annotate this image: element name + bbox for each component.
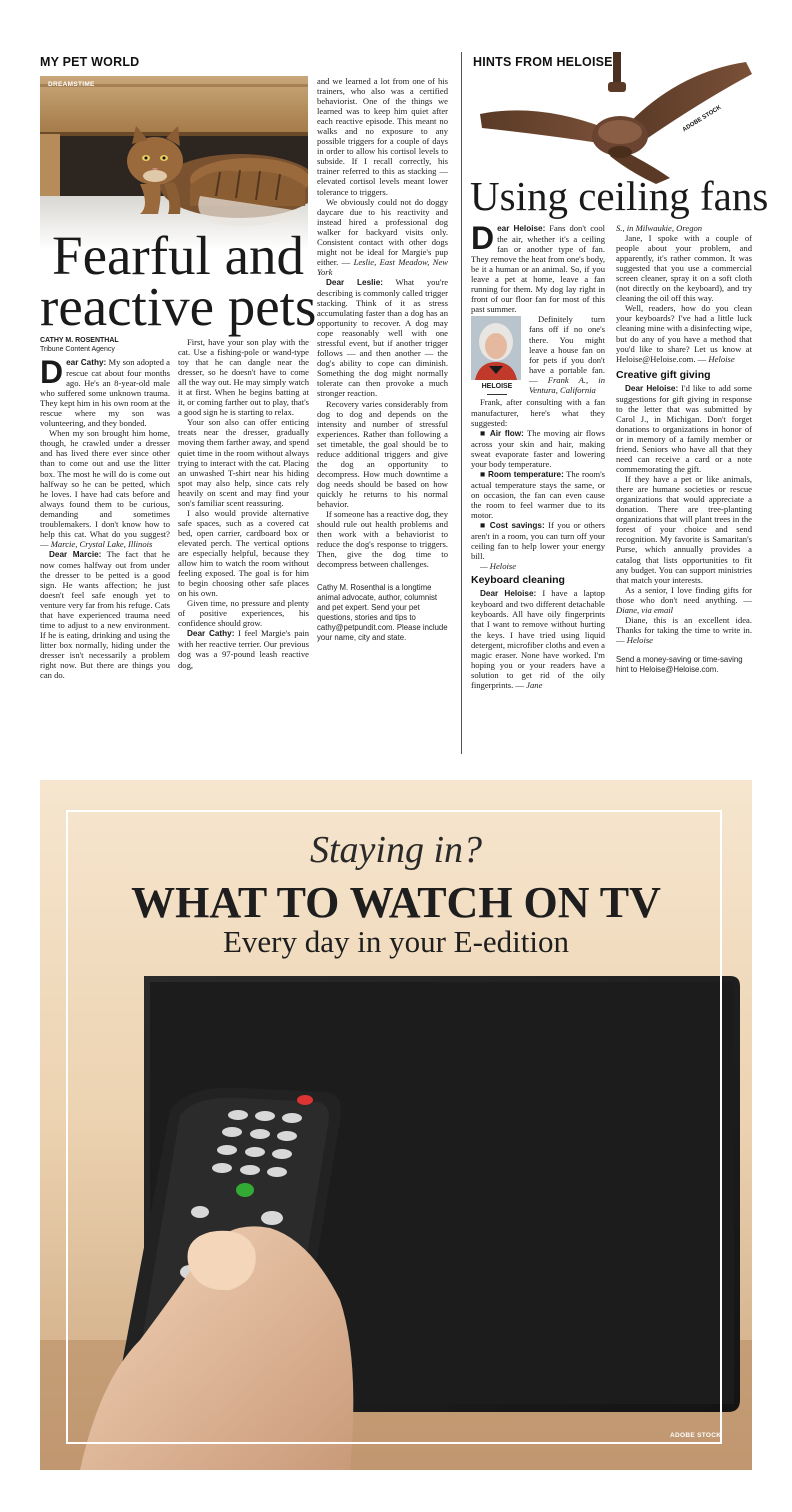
signature: Jane (526, 679, 543, 690)
paragraph: Diane, this is an excellent idea. Thanks for taking the time to write in. — (616, 614, 752, 645)
paragraph: When my son brought him home, though, he crawled under a dresser and has lived there ever since other than to come out and use the litter box. The most he will do is come out halfway so he can be petted, which he loves. I have had cats before and always found them to be curious, demanding and sometimes troublemakers. I don't know how to help this cat. What do you suggest? — (40, 428, 170, 549)
photo-credit: ADOBE STOCK (681, 104, 723, 134)
drop-cap: D (471, 220, 495, 256)
signature: Frank A., in Ventura, California (529, 374, 605, 395)
paragraph: First, have your son play with the cat. Use a fishing-pole or wand-type toy that he can dangle near the dresser, so he doesn't have to come all the way out. He may simply watch it at first. When he begins batting at it, or coming farther out to play, that's a good sign he is starting to relax. (178, 337, 309, 418)
lead-in: Dear Heloise: (625, 383, 679, 393)
ceiling-fan-photo (470, 52, 754, 184)
lead-in: Room temperature: (487, 469, 564, 479)
section-divider (461, 52, 462, 754)
ceiling-fan-icon (470, 52, 754, 184)
lead-in: Cost savings: (489, 521, 545, 531)
portrait-block (471, 316, 523, 395)
heloise-portrait (471, 316, 521, 380)
paragraph: Frank, after consulting with a fan manufacturer, here's what they suggested: (471, 397, 605, 428)
pet-column-3 (317, 76, 448, 643)
byline-org: Tribune Content Agency (40, 345, 115, 353)
paragraph: Jane, I spoke with a couple of people about your problem, and apparently, it's rather common. It was suggested that you use a commercial screen cleaner, spray it on a soft cloth (not directly on the keyboard), and try cleaning the oil off this way. (616, 233, 752, 304)
paragraph: I feel Margie's pain with her reactive terrier. Our previous dog was a 97-pound leash reactive dog, (178, 628, 309, 670)
paragraph: Given time, no pressure and plenty of positive experiences, his confidence should grow. (178, 598, 309, 629)
paragraph: The room's actual temperature stays the same, or on occasion, the fan can even cause the room to feel warmer due to its motor. (471, 468, 605, 520)
paragraph: Well, readers, how do you clean your keyboards? I've had a little luck cleaning mine with a disinfecting wipe, but do any of you have a method that you'd like to share? Let us know at Heloise@Heloise.com. — (616, 303, 752, 364)
headline: Using ceiling fans (470, 173, 769, 219)
paragraph: Definitely turn fans off if no one's there. You might leave a house fan on for pets if you don't have a portable fan. — (529, 314, 605, 385)
lead-in: Dear Leslie: (326, 277, 383, 287)
paragraph: My son adopted a rescue cat about four months ago. He's an 8-year-old male who suffered some unknown trauma. They kept him in his own room at the rescue where my son was volunteering, and they bonded. (40, 357, 170, 429)
author-tagline: Cathy M. Rosenthal is a longtime animal advocate, author, columnist and pet expert. Send your pet questions, stories and tips to cathy@petpundit.com. Please include your name, city and state. (317, 583, 448, 643)
signature: Heloise (626, 634, 654, 645)
subhead-keyboard: Keyboard cleaning (471, 574, 565, 587)
cat-photo (40, 76, 308, 250)
heloise-column-1: Dear Heloise: Fans don't cool the air, whether it's a ceiling fan or another type of fan. They remove the heat from one's body, be it a human or an animal. So, if you leave a pet at home, leave a fan running for them. My dog lay right in front of our floor fan for most of this past summer. HELOISE Definitely turn fans off if no one's there. You might leave a house fan on for pets if you don't have a portable fan. — Frank A., in Ventura, California Frank, after consulting with a fan manufacturer, here's what they suggested: ■ Air flow: The moving air flows across your skin and hair, making sweat evaporate faster and lowering your body temperature. ■ Room temperature: The room's actual temperature stays the same, or on occasion, the fan can even cause the room to feel warmer due to its motor. ■ Cost savings: If you or others aren't in a room, you can turn off your ceiling fan to help lower your energy bill. — Heloise Keyboard cleaning Dear Heloise: I have a laptop keyboard and two different detachable keyboards. All have oily fingerprints that I want to remove without hurting the keys. I have tried using liquid detergent, microfiber cloths and even a magic eraser. None have worked. I'm hoping you or your readers have a solution to get rid of the oily fingerprints. — Jane (471, 220, 606, 690)
lead-in: Dear Heloise: (480, 589, 537, 599)
lead-in: ear Cathy: (66, 358, 107, 367)
signature: Diane, via email (616, 604, 674, 615)
pet-column-2 (178, 337, 309, 670)
lead-in: ear Heloise: (497, 224, 546, 233)
drop-cap: D (40, 354, 64, 390)
paragraph: As a senior, I love finding gifts for those who don't need anything. — (616, 584, 752, 605)
paragraph: What you're describing is commonly called trigger stacking. Think of it as stress accumulating faster than a dog has an opportunity to recover. A dog may cope reasonably well with one stressful event, but if another trigger follows — and then another — the dog's ability to cope can diminish. Something the dog might normally tolerate can then provoke a much stronger reaction. (317, 276, 449, 399)
headline-line-2: reactive pets (40, 276, 317, 337)
hint-tagline: Send a money-saving or time-saving hint to Heloise@Heloise.com. (616, 654, 743, 674)
paragraph: Recovery varies considerably from dog to dog and depends on the intensity and number of stressful experiences. Rather than following a set timetable, the goal should be to reduce additional triggers and give the dog an opportunity to decompress. How much downtime a dog needs should be based on how quickly he returns to his normal behavior. (317, 398, 448, 509)
signature: — Heloise (480, 561, 517, 572)
paragraph: I have a laptop keyboard and two different detachable keyboards. All have oily fingerprints that I want to remove without hurting the keys. I have tried using liquid detergent, microfiber cloths and even a magic eraser. None have worked. I'm hoping you or your readers have a solution to get rid of the oily fingerprints. — (471, 588, 605, 690)
byline (40, 337, 180, 354)
paragraph: If someone has a reactive dog, they should rule out health problems and then work with a behaviorist to reduce the dog's response to triggers. Then, give the dog time to decompress between challenges. (317, 509, 448, 570)
paragraph: If you or others aren't in a room, you can turn off your ceiling fan to help lower your energy bill. (471, 520, 605, 562)
signature: S., in Milwaukie, Oregon (616, 223, 703, 233)
paragraph: Fans don't cool the air, whether it's a ceiling fan or another type of fan. They remove the heat from one's body, be it a human or an animal. So, if you leave a pet at home, leave a fan running for them. My dog lay right in front of our floor fan for most of this past summer. (471, 223, 605, 315)
lead-in: Dear Marcie: (49, 549, 102, 559)
paragraph: and we learned a lot from one of his trainers, who also was a certified behaviorist. One of the things we learned was to keep him quiet after each reactive episode. This meant no walks and no exposure to any possible triggers for a couple of days in order to allow his cortisol levels to subside. If I recall correctly, his trainer referred to this as stacking — elevated cortisol levels meant lower tolerance to triggers. (317, 76, 448, 197)
byline-name: CATHY M. ROSENTHAL (40, 337, 119, 344)
pet-column-1 (40, 354, 170, 681)
signature: Marcie, Crystal Lake, Illinois (50, 538, 153, 549)
subhead-gift: Creative gift giving (616, 368, 711, 381)
cat-under-dresser-icon (40, 76, 308, 250)
portrait-icon (471, 316, 521, 380)
paragraph: The moving air flows across your skin and hair, making sweat evaporate faster and lowering your body temperature. (471, 427, 606, 469)
ad-subhead: Every day in your E-edition (222, 924, 570, 959)
paragraph: I also would provide alternative safe spaces, such as a covered cat bed, open carrier, cardboard box or elevated perch. The vertical options are especially helpful, because they allow him to watch the room without feeling exposed. The goal is for him to begin choosing other safe places on his own. (178, 507, 309, 599)
paragraph: The fact that he now comes halfway out from under the dresser to be petted is a good sign. He wants affection; he just doesn't feel safe enough yet to venture very far from his refuge. Cats that have experienced trauma need time to adjust to a new environment. If he is eating, drinking and using the litter box normally, hiding under the dresser isn't necessarily a problem right now. But there are things you can do. (40, 548, 170, 681)
ad-headline: WHAT TO WATCH ON TV (131, 878, 661, 927)
signature: Heloise (708, 353, 735, 364)
paragraph: We obviously could not do doggy daycare due to his reactivity and instead hired a professional dog walker for backyard visits only. Consistent contact with other dogs might not be ideal for Margie's pup either. — (317, 196, 448, 267)
lead-in: Air flow: (489, 428, 524, 438)
lead-in: Dear Cathy: (187, 629, 235, 639)
photo-credit: DREAMSTIME (48, 81, 95, 88)
portrait-caption: HELOISE (481, 383, 513, 391)
paragraph: I'd like to add some suggestions for gift giving in response to the letter that was submitted by Carol J., in Michigan. Don't forget donations to organizations in honor of or in memory of a family member or friend. Seniors who have all that they need can receive a card or a note commemorating the gift. (616, 382, 752, 475)
tv-ad (40, 780, 752, 1470)
ad-kicker: Staying in? (309, 829, 483, 871)
photo-credit: ADOBE STOCK (670, 1432, 722, 1439)
heloise-column-2 (616, 223, 752, 675)
paragraph: If they have a pet or like animals, there are humane societies or rescue organizations that would appreciate a donation. There are tree-planting organizations that will plant trees in the forest of your choice and send recognition. My favorite is Samaritan's Purse, which annually provides a catalog that lists opportunities to fit any budget. You can support ministries that match your interests. (616, 474, 752, 585)
headline-line-1: Fearful and (52, 225, 304, 286)
section-head-heloise: HINTS FROM HELOISE (473, 55, 613, 69)
signature: Leslie, East Meadow, New York (317, 256, 448, 277)
paragraph: Your son also can offer enticing treats near the dresser, gradually moving them farther away, and spend quiet time in the room without always trying to interact with the cat. Placing an unwashed T-shirt near his hiding spot may also help, since cats rely heavily on scent and may find your son's familiar scent reassuring. (178, 417, 309, 508)
section-head-pet-world: MY PET WORLD (40, 55, 140, 69)
